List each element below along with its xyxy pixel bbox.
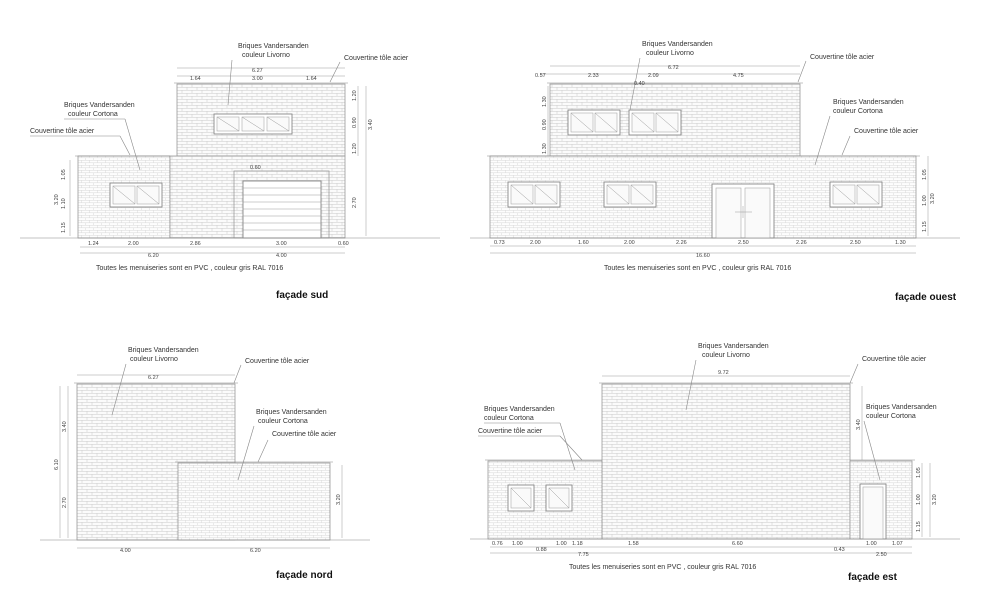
callout-briques-text: Briques Vandersanden — [642, 41, 713, 48]
dim-label: 1.20 — [352, 143, 358, 154]
dim-label: 1.07 — [892, 541, 903, 547]
dim-label: 0.57 — [535, 73, 546, 79]
callout-couvertine: Couvertine tôle acier — [478, 428, 543, 435]
dim-label: 3.40 — [62, 421, 68, 432]
callout-briques-text: Briques Vandersanden — [238, 43, 309, 50]
window — [629, 110, 681, 135]
dim-label: 6.10 — [54, 459, 60, 470]
facade-title: façade ouest — [895, 292, 957, 303]
dim-label: 6.27 — [252, 68, 263, 74]
callout-couvertine: Couvertine tôle acier — [862, 356, 927, 363]
dim-label: 4.75 — [733, 73, 744, 79]
dim-label: 2.09 — [648, 73, 659, 79]
dim-label: 2.26 — [676, 240, 687, 246]
dim-label: 0.90 — [542, 119, 548, 130]
callout-briques-color: couleur Livorno — [130, 356, 178, 363]
dim-label: 6.60 — [732, 541, 743, 547]
callout-briques-text: Briques Vandersanden — [128, 347, 199, 354]
window — [568, 110, 620, 135]
callout-briques-color: couleur Livorno — [242, 52, 290, 59]
dim-label: 2.86 — [190, 241, 201, 247]
menuiserie-note: Toutes les menuiseries sont en PVC , couleur gris RAL 7016 — [96, 265, 284, 272]
dim-label: 3.20 — [932, 494, 938, 505]
menuiserie-note: Toutes les menuiseries sont en PVC , couleur gris RAL 7016 — [604, 265, 792, 272]
facade-est — [470, 343, 960, 583]
dim-label: 1.15 — [922, 221, 928, 232]
dim-label: 6.72 — [668, 65, 679, 71]
window — [546, 485, 572, 511]
callout-couvertine: Couvertine tôle acier — [30, 128, 95, 135]
tall-volume-wall — [602, 384, 850, 539]
entrance-door — [860, 484, 886, 539]
window — [110, 183, 162, 207]
dim-label: 1.00 — [866, 541, 877, 547]
callout-briques-text: Briques Vandersanden — [64, 102, 135, 109]
dim-label: 4.00 — [276, 253, 287, 259]
callout-couvertine: Couvertine tôle acier — [854, 128, 919, 135]
dim-label: 1.15 — [61, 222, 67, 233]
dim-label: 3.40 — [856, 419, 862, 430]
dim-label: 1.24 — [88, 241, 99, 247]
callout-briques-color: couleur Cortona — [68, 111, 118, 118]
dim-label: 9.72 — [718, 370, 729, 376]
dim-label: 1.00 — [556, 541, 567, 547]
dim-label: 6.20 — [148, 253, 159, 259]
callout-briques-color: couleur Livorno — [646, 50, 694, 57]
dim-label: 1.30 — [542, 143, 548, 154]
window — [214, 114, 292, 134]
facade-ouest — [470, 41, 960, 303]
callout-couvertine: Couvertine tôle acier — [272, 431, 337, 438]
callout-briques-text: Briques Vandersanden — [256, 409, 327, 416]
callout-briques-color: couleur Livorno — [702, 352, 750, 359]
dim-label: 2.70 — [352, 197, 358, 208]
facade-nord — [40, 347, 370, 581]
dim-label: 2.50 — [738, 240, 749, 246]
low-volume-wall — [178, 463, 330, 540]
dim-label: 3.00 — [276, 241, 287, 247]
dim-label: 3.20 — [930, 193, 936, 204]
facade-title: façade sud — [276, 290, 329, 301]
facade-title: façade est — [848, 572, 897, 583]
dim-label: 1.30 — [542, 96, 548, 107]
dim-label: 0.88 — [536, 547, 547, 553]
dim-label: 2.70 — [62, 497, 68, 508]
menuiserie-note: Toutes les menuiseries sont en PVC , couleur gris RAL 7016 — [569, 564, 757, 571]
dim-label: 1.58 — [628, 541, 639, 547]
dim-label: 2.33 — [588, 73, 599, 79]
dim-label: 1.30 — [895, 240, 906, 246]
dim-label: 2.50 — [850, 240, 861, 246]
dim-label: 0.60 — [250, 165, 261, 171]
dim-label: 3.00 — [252, 76, 263, 82]
callout-couvertine: Couvertine tôle acier — [245, 358, 310, 365]
callout-briques-text: Briques Vandersanden — [484, 406, 555, 413]
dim-label: 1.15 — [916, 521, 922, 532]
dim-label: 3.20 — [336, 494, 342, 505]
dim-label: 16.60 — [696, 253, 710, 259]
dim-label: 4.00 — [120, 548, 131, 554]
dim-label: 1.00 — [916, 494, 922, 505]
dim-label: 2.50 — [876, 552, 887, 558]
dim-label: 6.20 — [250, 548, 261, 554]
dim-label: 6.27 — [148, 375, 159, 381]
dim-label: 1.00 — [512, 541, 523, 547]
garage-door — [243, 181, 321, 238]
dim-label: 3.40 — [368, 119, 374, 130]
left-low-volume-wall — [488, 461, 602, 539]
dim-label: 0.40 — [634, 81, 645, 87]
callout-couvertine: Couvertine tôle acier — [344, 55, 409, 62]
callout-briques-text: Briques Vandersanden — [866, 404, 937, 411]
dim-label: 1.10 — [61, 198, 67, 209]
callout-couvertine: Couvertine tôle acier — [810, 54, 875, 61]
entrance-door — [712, 184, 774, 238]
facade-sud — [20, 43, 440, 301]
callout-briques-color: couleur Cortona — [866, 413, 916, 420]
window — [508, 182, 560, 207]
facade-title: façade nord — [276, 570, 333, 581]
dim-label: 1.05 — [61, 169, 67, 180]
window — [604, 182, 656, 207]
callout-briques-color: couleur Cortona — [833, 108, 883, 115]
window — [830, 182, 882, 207]
callout-briques-color: couleur Cortona — [258, 418, 308, 425]
dim-label: 7.75 — [578, 552, 589, 558]
callout-briques-color: couleur Cortona — [484, 415, 534, 422]
dim-label: 2.00 — [530, 240, 541, 246]
dim-label: 0.73 — [494, 240, 505, 246]
dim-label: 1.18 — [572, 541, 583, 547]
dim-label: 3.20 — [54, 194, 60, 205]
dim-label: 0.76 — [492, 541, 503, 547]
dim-label: 2.00 — [128, 241, 139, 247]
dim-label: 2.00 — [624, 240, 635, 246]
dim-label: 0.90 — [352, 117, 358, 128]
dim-label: 1.20 — [352, 90, 358, 101]
dim-label: 0.43 — [834, 547, 845, 553]
dim-label: 1.05 — [922, 169, 928, 180]
dim-label: 0.60 — [338, 241, 349, 247]
dim-label: 1.60 — [578, 240, 589, 246]
dim-label: 1.64 — [190, 76, 201, 82]
dim-label: 1.00 — [922, 195, 928, 206]
dim-label: 2.26 — [796, 240, 807, 246]
dim-label: 1.64 — [306, 76, 317, 82]
callout-briques-text: Briques Vandersanden — [698, 343, 769, 350]
callout-briques-text: Briques Vandersanden — [833, 99, 904, 106]
dim-label: 1.05 — [916, 467, 922, 478]
window — [508, 485, 534, 511]
